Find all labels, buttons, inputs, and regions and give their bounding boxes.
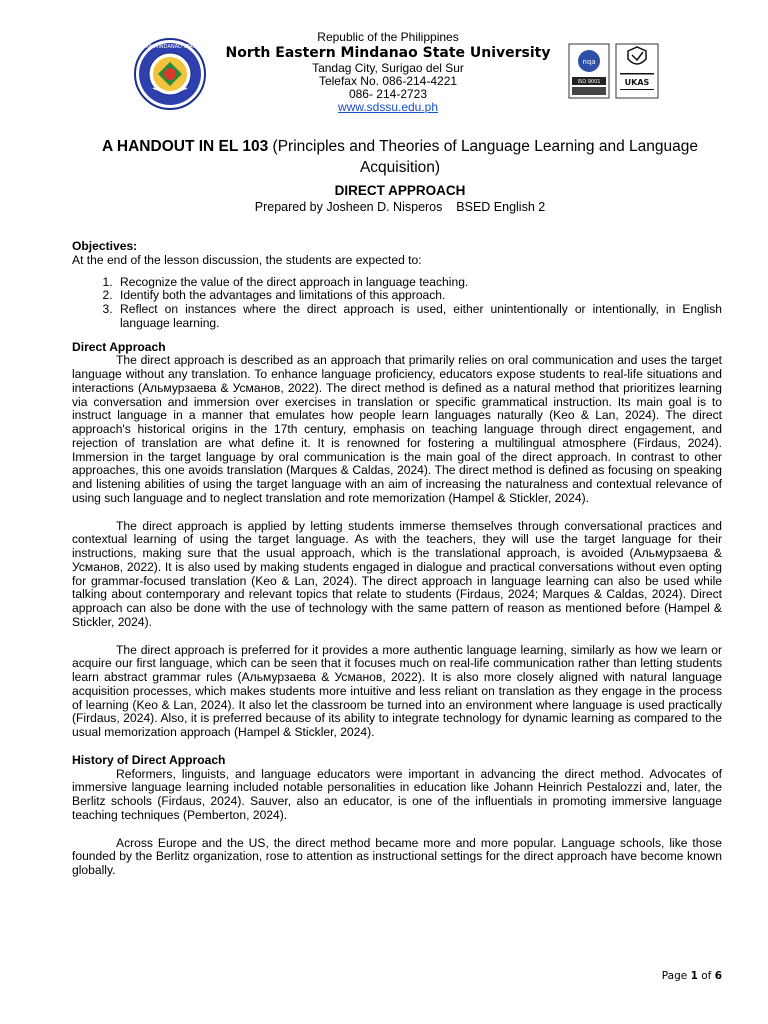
paragraph: The direct approach is applied by letting students immerse themselves through conversational practices and contextual learning of using the target language. As with the teachers, they will use the target language for their instructions, making sure that the usual approach, which is the translational approach, is avoided (Альмурзаева & Усманов, 2022). It is also used by making students engaged in dialogue and practical conversations without even opting for grammar-focused translation (Keo & Lan, 2024). The direct approach in language learning can also be used while talking about contemporary and relevant topics that relate to students (Firdaus, 2024; Marques & Caldas, 2024). Direct approach can also be done with the use of technology with the same pattern of reason as mentioned before (Hampel & Stickler, 2024). [72, 518, 722, 629]
telefax-line: Telefax No. 086-214-4221 [318, 74, 458, 88]
ukas-logo-text: UKAS [624, 78, 650, 87]
current-page: 1 [690, 970, 698, 982]
university-name: North Eastern Mindanao State University [225, 45, 551, 61]
history-section [72, 754, 722, 878]
objective-item: 3. Reflect on instances where the direct approach is used, either unintentionally or intentionally, in English language learning. [116, 303, 722, 331]
paragraph: The direct approach is preferred for it provides a more authentic language learning, similarly as how we learn or acquire our first language, which can be seen that it focuses much on real-life communication rather than letting students learn abstract grammar rules (Альмурзаева & Усманов, 2022). It is also more closely aligned with natural language acquisition processes, which makes students more intuitive and less reliant on translation as they engage in the process of learning (Keo & Lan, 2024). It also let the classroom be turned into an environment where language is used practically (Firdaus, 2024). Also, it is preferred because of its ability to integrate technology for dynamic learning as compared to the usual memorization approach (Hampel & Stickler, 2024). [72, 642, 722, 739]
objective-item: 2. Identify both the advantages and limitations of this approach. [116, 289, 722, 303]
objective-item: 1. Recognize the value of the direct approach in language teaching. [116, 276, 722, 290]
page-number [662, 970, 722, 982]
course-description: (Principles and Theories of Language Learning and Language Acquisition) [272, 138, 698, 176]
republic-line: Republic of the Philippines [317, 30, 459, 44]
direct-approach-section [72, 341, 722, 740]
paragraph: Across Europe and the US, the direct method became more and more popular. Language schools, like those founded by the Berlitz organization, rose to attention as instructional settings for the direct approach have become known globally. [72, 835, 722, 877]
handout-body [72, 240, 722, 878]
prepared-by: Prepared by Josheen D. Nisperos BSED English 2 [254, 200, 546, 214]
of-label: of [701, 970, 712, 982]
course-code: A HANDOUT IN EL 103 [102, 138, 269, 155]
phone-line: 086- 214-2723 [348, 87, 428, 101]
certification-logos [568, 43, 660, 99]
page-label: Page [661, 970, 688, 982]
address-line: Tandag City, Surigao del Sur [312, 61, 464, 75]
seal-ring-text: NORTH EASTERN MINDANAO STATE UNIVERSITY [110, 44, 230, 50]
svg-text:nqa: nqa [582, 58, 596, 66]
letterhead [190, 30, 586, 114]
topic-title: DIRECT APPROACH [334, 183, 466, 198]
objectives-section [72, 240, 722, 331]
direct-approach-heading: Direct Approach [72, 339, 166, 354]
paragraph: The direct approach is described as an approach that primarily relies on oral communication and uses the target language without any translation. To enhance language proficiency, educators expose students to real-life situations and interactions (Альмурзаева & Усманов, 2022). The direct method is defined as a natural method that prioritizes learning via conversation and immersion over exercises in translation or specific grammatical instruction. Its main goal is to instruct language in a manner that emulates how people learn languages naturally (Keo & Lan, 2024). The direct approach's historical origins in the 17th century, emphasis on teaching language through direct engagement, and rejection of translation are what define it. It is renowned for fostering a multilingual atmosphere (Firdaus, 2024). Immersion in the target language by oral communication is the main goal of the direct approach. In contrast to other approaches, this one avoids translation (Marques & Caldas, 2024). The direct method is defined as focusing on speaking and listening abilities of using the target language with an aim of increasing the naturalness and contextual relevance of using such language and to neglect translation and rote memorization (Hampel & Stickler, 2024). [72, 353, 722, 505]
objectives-list [72, 276, 722, 331]
paragraph: Reformers, linguists, and language educators were important in advancing the direct method. Advocates of immersive language learning included notable personalities in education like Johann Heinrich Pestalozzi and, later, the Berlitz schools (Firdaus, 2024). Sauver, also an educator, is one of the influentials in promoting immersive language teaching techniques (Pemberton, 2024). [72, 766, 722, 822]
objectives-heading: Objectives: [72, 239, 138, 253]
objectives-intro: At the end of the lesson discussion, the students are expected to: [72, 252, 422, 267]
history-heading: History of Direct Approach [72, 752, 226, 767]
website-link[interactable]: www.sdssu.edu.ph [337, 100, 439, 114]
iso-logo-text: ISO 9001 [577, 79, 601, 85]
total-pages: 6 [714, 970, 722, 982]
handout-title [70, 136, 730, 178]
